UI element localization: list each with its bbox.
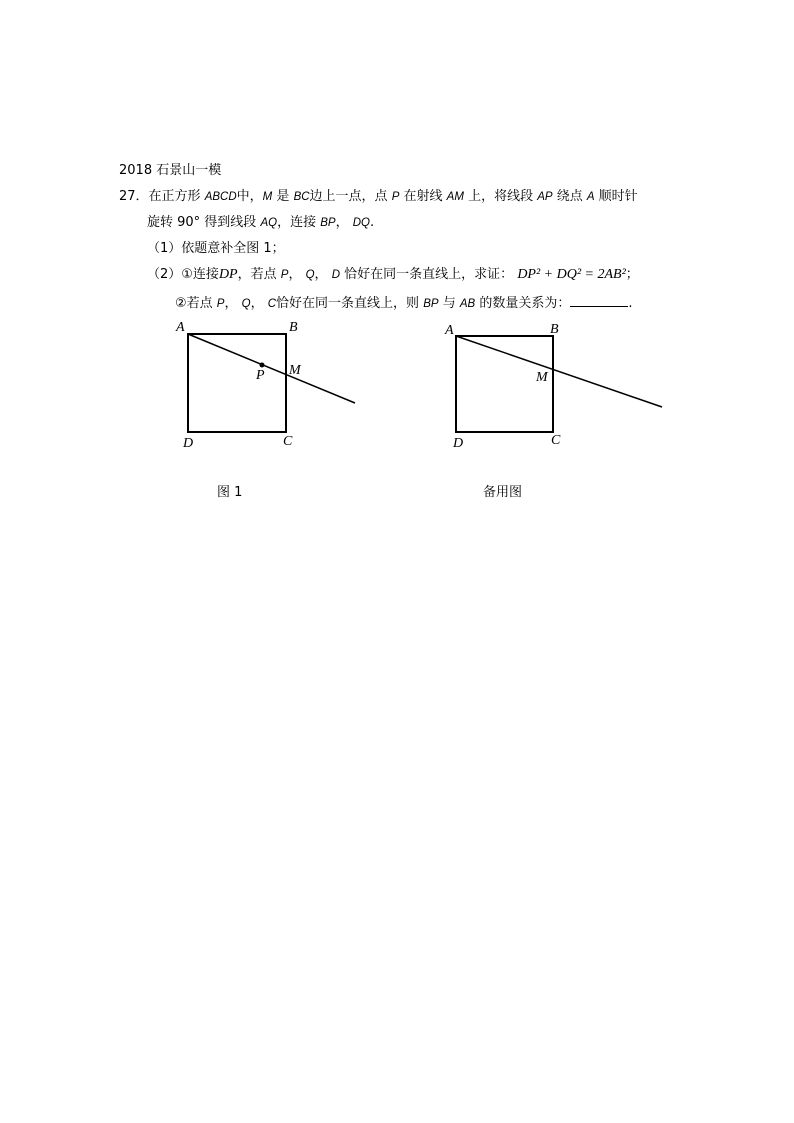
q2-var: D [331, 269, 341, 281]
q2-text: （2）①连接 [147, 267, 219, 282]
q2-text: ， [288, 267, 302, 282]
q2b-text: 恰好在同一条直线上，则 [276, 296, 420, 311]
q2-var: Q [305, 269, 315, 281]
square-abcd [188, 334, 286, 432]
stem-text: 顺时针 [598, 189, 638, 204]
figure-backup [444, 322, 662, 451]
stem-text: . [369, 215, 375, 230]
stem-text: 上，将线段 [468, 189, 534, 204]
q2b-var: BP [423, 298, 439, 310]
label-a: A [445, 323, 454, 338]
stem-var: A [586, 191, 595, 203]
q2b-text: ， [250, 296, 264, 311]
label-c: C [283, 434, 293, 449]
stem-var: M [262, 191, 273, 203]
stem-text: 旋转 90° 得到线段 [147, 215, 257, 230]
proof-formula: DP² + DQ² = 2AB² [517, 267, 626, 282]
label-b: B [550, 322, 559, 337]
q2b-text: ②若点 [175, 296, 213, 311]
label-c: C [551, 433, 561, 448]
q2-text: ； [625, 267, 639, 282]
q2b-var: P [216, 298, 225, 310]
stem-text: 边上一点，点 [309, 189, 388, 204]
stem-var: P [391, 191, 400, 203]
q2b-text: 的数量关系为： [479, 296, 571, 311]
label-m: M [536, 370, 548, 385]
stem-var: AM [446, 191, 464, 203]
stem-text: 在射线 [403, 189, 443, 204]
q2-text: ， [314, 267, 328, 282]
figure-backup-caption: 备用图 [483, 485, 523, 500]
label-m: M [289, 363, 301, 378]
label-d: D [183, 436, 194, 451]
q2-var: P [280, 269, 289, 281]
q2b-var: C [267, 298, 277, 310]
figure-1-caption: 图 1 [217, 485, 243, 500]
q2-text: 恰好在同一条直线上，求证： [344, 267, 514, 282]
stem-text: 中， [236, 189, 263, 204]
source-label: 2018 石景山一模 [119, 163, 222, 178]
q2b-text: ， [224, 296, 238, 311]
ray-am [188, 334, 355, 403]
label-b: B [289, 320, 298, 335]
q2-var: DP [218, 267, 238, 282]
stem-text: 是 [276, 189, 290, 204]
label-d: D [453, 436, 464, 451]
stem-text: 在正方形 [148, 189, 201, 204]
stem-var: BP [320, 217, 336, 229]
stem-text: 绕点 [556, 189, 583, 204]
stem-var: DQ [352, 217, 370, 229]
figure-1 [175, 320, 355, 451]
q2-text: ，若点 [237, 267, 277, 282]
stem-text: ， [335, 215, 349, 230]
label-p: P [256, 368, 265, 383]
point-p-dot [260, 363, 265, 368]
q2b-text: . [628, 296, 633, 311]
q2b-text: 与 [442, 296, 456, 311]
question-1: （1）依题意补全图 1； [147, 241, 285, 256]
problem-number: 27． [119, 189, 149, 204]
stem-var: ABCD [204, 191, 237, 203]
stem-var: AQ [260, 217, 278, 229]
label-a: A [176, 320, 185, 335]
q2b-var: Q [241, 298, 251, 310]
stem-var: BC [293, 191, 310, 203]
ray-am [456, 336, 662, 407]
stem-var: AP [537, 191, 553, 203]
q2b-var: AB [459, 298, 476, 310]
stem-text: ，连接 [277, 215, 317, 230]
